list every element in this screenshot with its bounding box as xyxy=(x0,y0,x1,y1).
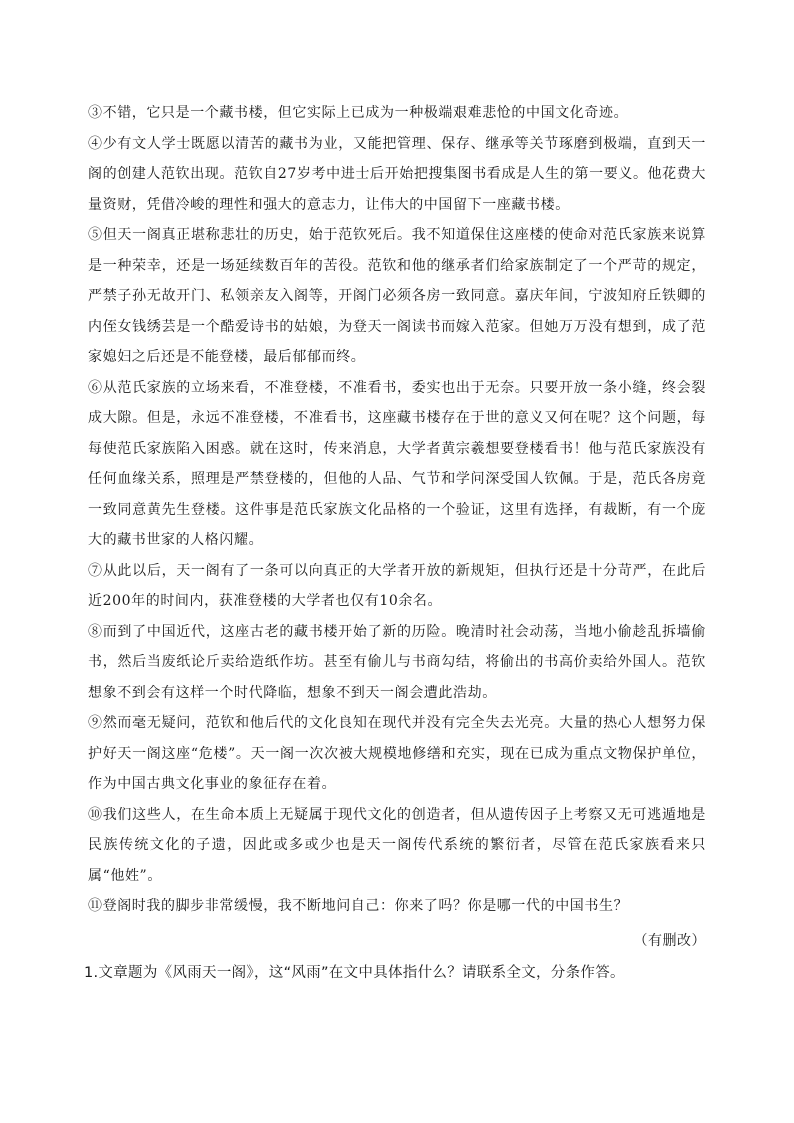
paragraph-5: ⑤但天一阁真正堪称悲壮的历史，始于范钦死后。我不知道保住这座楼的使命对范氏家族来说算是一种荣幸，还是一场延续数百年的苦役。范钦和他的继承者们给家族制定了一个严苛的规定，严禁子孙无故开门、私领亲友入阁等，开阁门必须各房一致同意。嘉庆年间，宁波知府丘铁卿的内侄女钱绣芸是一个酷爱诗书的姑娘，为登天一阁读书而嫁入范家。但她万万没有想到，成了范家媳妇之后还是不能登楼，最后郁郁而终。 xyxy=(88,227,706,365)
paragraph-3: ③不错，它只是一个藏书楼，但它实际上已成为一种极端艰难悲怆的中国文化奇迹。 xyxy=(88,105,629,121)
paragraph-7: ⑦从此以后，天一阁有了一条可以向真正的大学者开放的新规矩，但执行还是十分苛严，在此后近200年的时间内，获准登楼的大学者也仅有10余名。 xyxy=(88,562,706,609)
paragraph-9: ⑨然而毫无疑问，范钦和他后代的文化良知在现代并没有完全失去光亮。大量的热心人想努力保护好天一阁这座“危楼”。天一阁一次次被大规模地修缮和充实，现在已成为重点文物保护单位，作为中国古典文化事业的象征存在着。 xyxy=(88,715,706,792)
edit-note: （有删改） xyxy=(633,932,706,949)
paragraph-8: ⑧而到了中国近代，这座古老的藏书楼开始了新的历险。晚清时社会动荡，当地小偷趁乱拆墙偷书，然后当废纸论斤卖给造纸作坊。甚至有偷儿与书商勾结，将偷出的书高价卖给外国人。范钦想象不到会有这样一个时代降临，想象不到天一阁会遭此浩劫。 xyxy=(88,623,706,701)
question-1: 1.文章题为《风雨天一阁》，这“风雨”在文中具体指什么？请联系全文，分条作答。 xyxy=(84,964,625,981)
paragraph-11: ⑪登阁时我的脚步非常缓慢，我不断地问自己：你来了吗？你是哪一代的中国书生？ xyxy=(88,898,629,914)
paragraph-4: ④少有文人学士既愿以清苦的藏书为业，又能把管理、保存、继承等关节琢磨到极端，直到天一阁的创建人范钦出现。范钦自27岁考中进士后开始把搜集图书看成是人生的第一要义。他花费大量资财，凭借冷峻的理性和强大的意志力，让伟大的中国留下一座藏书楼。 xyxy=(88,135,706,213)
paragraph-10: ⑩我们这些人，在生命本质上无疑属于现代文化的创造者，但从遗传因子上考察又无可逃遁地是民族传统文化的子遗，因此或多或少也是天一阁传代系统的繁衍者，尽管在范氏家族看来只属“他姓”。 xyxy=(88,806,706,884)
paragraph-6: ⑥从范氏家族的立场来看，不准登楼，不准看书，委实也出于无奈。只要开放一条小缝，终会裂成大隙。但是，永远不准登楼，不准看书，这座藏书楼存在于世的意义又何在呢？这个问题，每每使范氏家族陷入困惑。就在这时，传来消息，大学者黄宗羲想要登楼看书！他与范氏家族没有任何血缘关系，照理是严禁登楼的，但他的人品、气节和学问深受国人钦佩。于是，范氏各房竟一致同意黄先生登楼。这件事是范氏家族文化品格的一个验证，这里有选择，有裁断，有一个庞大的藏书世家的人格闪耀。 xyxy=(88,379,706,548)
